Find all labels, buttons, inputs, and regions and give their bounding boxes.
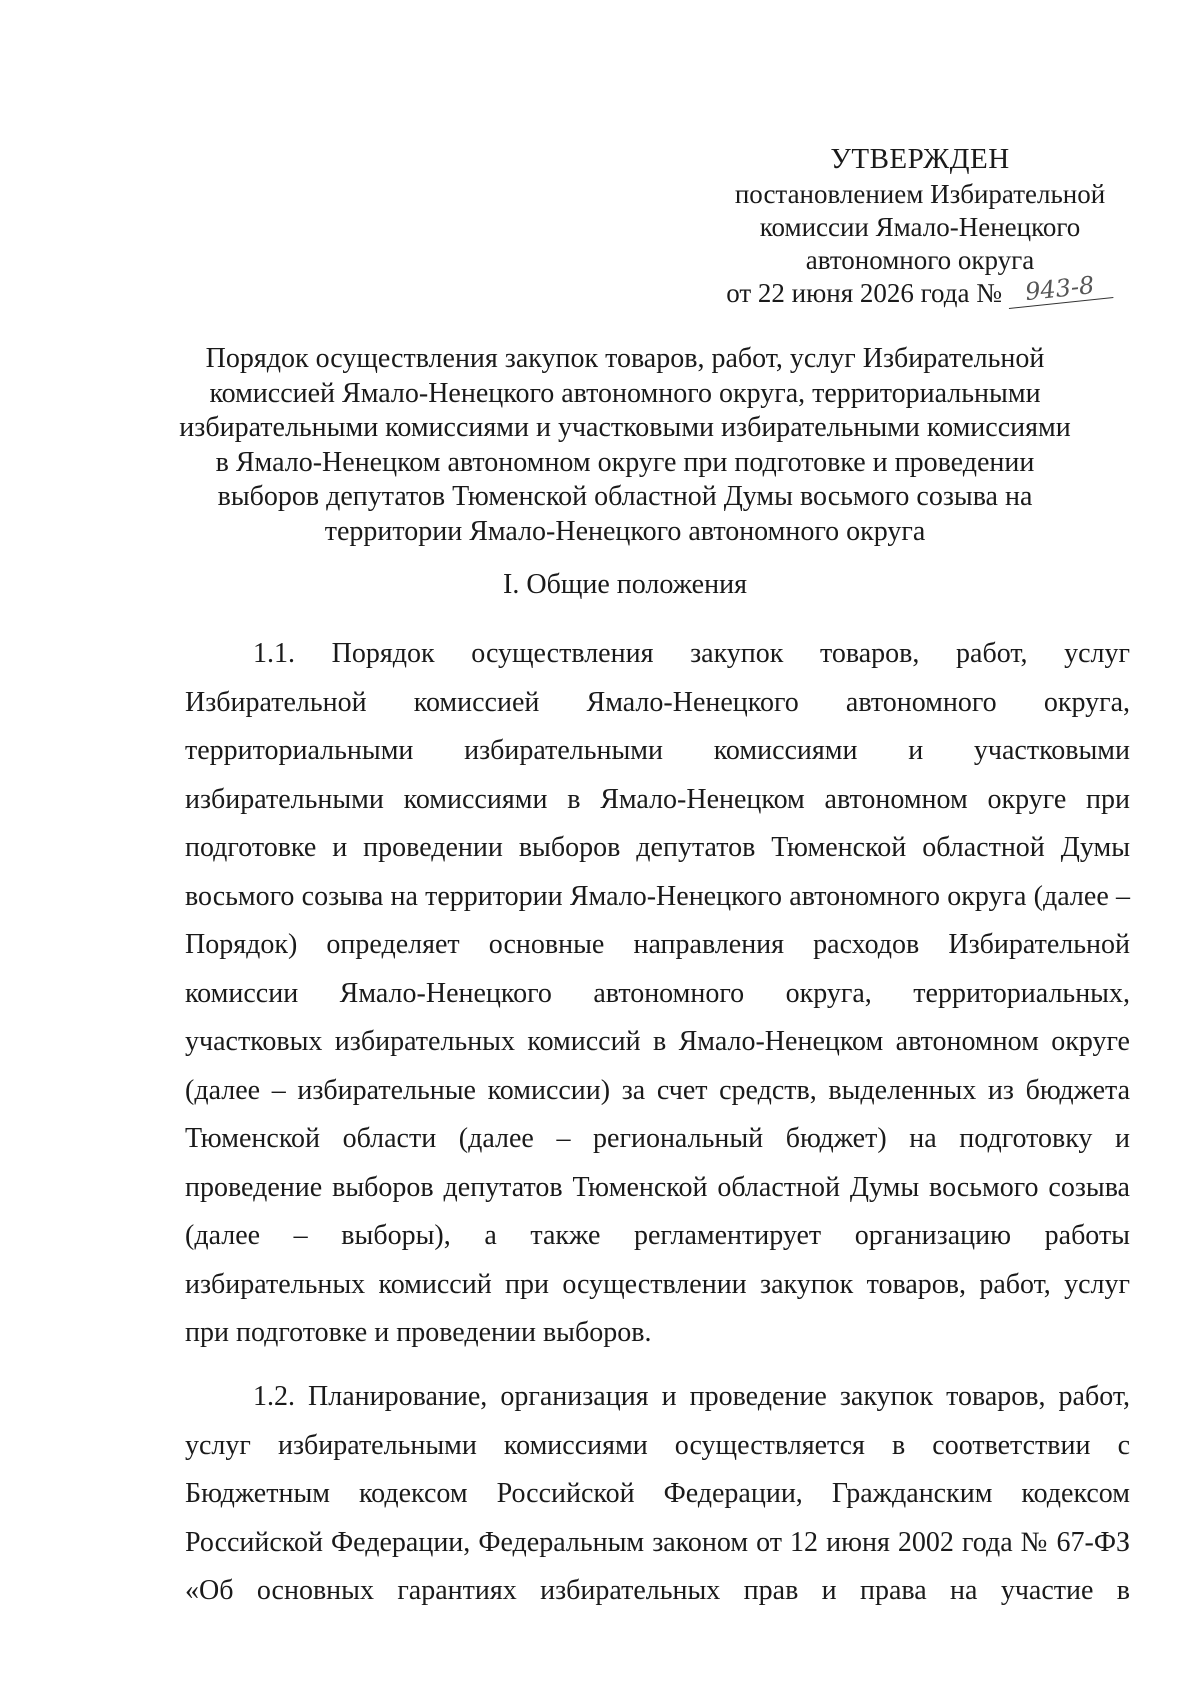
document-title: Порядок осуществления закупок товаров, работ, услуг Избирательной комиссией Ямало-Ненецкого автономного округа, территориальными избирательными комиссиями и участковыми избирательными комиссиями в Ямало-Ненецком автономном округе при подготовке и проведении выборов депутатов Тюменской областной Думы восьмого созыва на территории Ямало-Ненецкого автономного округа xyxy=(179,343,1071,547)
approval-date-text: от 22 июня 2026 года № xyxy=(726,278,1003,308)
approval-line-2: комиссии Ямало-Ненецкого xyxy=(759,212,1081,242)
section-title: I. Общие положения xyxy=(503,569,747,600)
approval-date-line xyxy=(700,271,1140,310)
approval-stamp-block xyxy=(700,143,1140,310)
approval-heading: УТВЕРЖДЕН xyxy=(830,143,1010,175)
approval-line-3: автономного округа xyxy=(805,245,1035,275)
paragraph-1-1: 1.1. Порядок осуществления закупок товаров, работ, услуг Избирательной комиссией Ямало-Ненецкого автономного округа, территориальными избирательными комиссиями и участковыми избирательными комиссиями в Ямало-Ненецком автономном округе при подготовке и проведении выборов депутатов Тюменской областной Думы восьмого созыва на территории Ямало-Ненецкого автономного округа (далее – Порядок) определяет основные направления расходов Избирательной комиссии Ямало-Ненецкого автономного округа, территориальных, участковых избирательных комиссий в Ямало-Ненецком автономном округе (далее – избирательные комиссии) за счет средств, выделенных из бюджета Тюменской области (далее – региональный бюджет) на подготовку и проведение выборов депутатов Тюменской областной Думы восьмого созыва (далее – выборы), а также регламентирует организацию работы избирательных комиссий при осуществлении закупок товаров, работ, услуг при подготовке и проведении выборов. xyxy=(185,638,1130,1348)
paragraph-1-2: 1.2. Планирование, организация и проведение закупок товаров, работ, услуг избирательными комиссиями осуществляется в соответствии с Бюджетным кодексом Российской Федерации, Гражданским кодексом Российской Федерации, Федеральным законом от 12 июня 2002 года № 67-ФЗ «Об основных гарантиях избирательных прав и права на участие в xyxy=(185,1381,1130,1606)
approval-line-1: постановлением Избирательной xyxy=(734,179,1106,209)
handwritten-document-number: 943-8 xyxy=(1006,269,1113,309)
